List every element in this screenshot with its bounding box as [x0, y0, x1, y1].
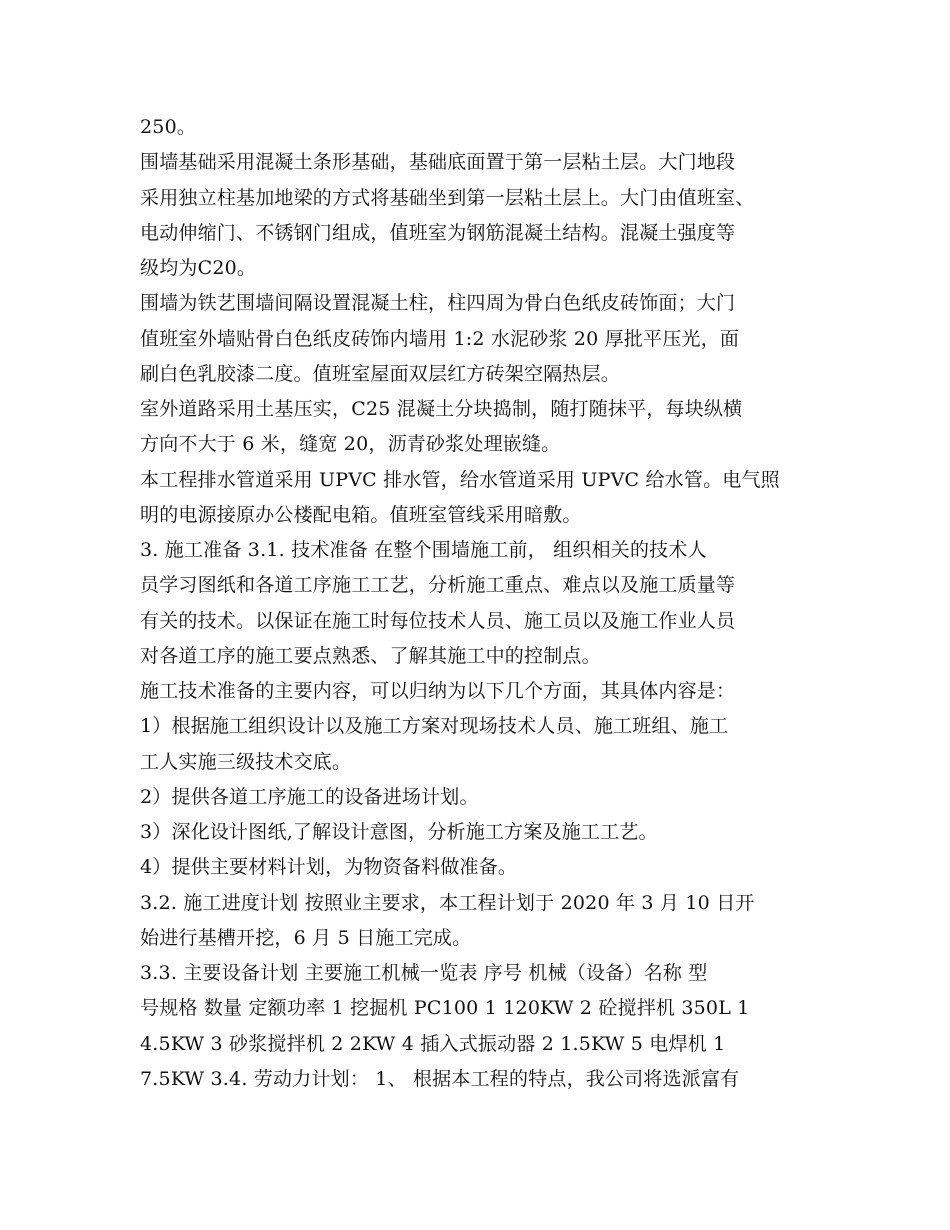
- text-line: 号规格 数量 定额功率 1 挖掘机 PC100 1 120KW 2 砼搅拌机 350L 1: [140, 997, 750, 1020]
- text-line: 值班室外墙贴骨白色纸皮砖饰内墙用 1:2 水泥砂浆 20 厚批平压光，面: [140, 327, 740, 350]
- text-line: 电动伸缩门、不锈钢门组成，值班室为钢筋混凝土结构。混凝土强度等: [140, 221, 736, 244]
- document-body: [140, 110, 820, 1097]
- text-line: 级均为C20。: [140, 257, 257, 279]
- text-line: 250。: [140, 116, 197, 138]
- text-line: 围墙为铁艺围墙间隔设置混凝土柱，柱四周为骨白色纸皮砖饰面；大门: [140, 292, 736, 315]
- text-line: 3）深化设计图纸,了解设计意图，分析施工方案及施工工艺。: [140, 821, 658, 843]
- text-line: 4）提供主要材料计划，为物资备料做准备。: [140, 856, 518, 879]
- text-line: 4.5KW 3 砂浆搅拌机 2 2KW 4 插入式振动器 2 1.5KW 5 电焊机 1: [140, 1032, 726, 1055]
- text-line: 本工程排水管道采用 UPVC 排水管，给水管道采用 UPVC 给水管。电气照: [140, 468, 780, 491]
- text-line: 3.3. 主要设备计划 主要施工机械一览表 序号 机械（设备）名称 型: [140, 962, 708, 984]
- text-line: 7.5KW 3.4. 劳动力计划： 1、 根据本工程的特点，我公司将选派富有: [140, 1067, 740, 1090]
- text-line: 明的电源接原办公楼配电箱。值班室管线采用暗敷。: [140, 503, 582, 526]
- text-line: 3. 施工准备 3.1. 技术准备 在整个围墙施工前， 组织相关的技术人: [140, 539, 707, 561]
- text-line: 对各道工序的施工要点熟悉、了解其施工中的控制点。: [140, 644, 601, 667]
- text-line: 围墙基础采用混凝土条形基础，基础底面置于第一层粘土层。大门地段: [140, 151, 736, 174]
- text-line: 工人实施三级技术交底。: [140, 750, 352, 773]
- text-line: 采用独立柱基加地梁的方式将基础坐到第一层粘土层上。大门由值班室、: [140, 186, 755, 209]
- text-line: 室外道路采用土基压实，C25 混凝土分块捣制，随打随抹平，每块纵横: [140, 398, 743, 420]
- text-line: 施工技术准备的主要内容，可以归纳为以下几个方面，其具体内容是：: [140, 680, 736, 702]
- text-line: 刷白色乳胶漆二度。值班室屋面双层红方砖架空隔热层。: [140, 362, 621, 385]
- text-line: 3.2. 施工进度计划 按照业主要求，本工程计划于 2020 年 3 月 10 日开: [140, 891, 755, 914]
- text-line: 方向不大于 6 米，缝宽 20，沥青砂浆处理嵌缝。: [140, 433, 561, 456]
- text-line: 有关的技术。以保证在施工时每位技术人员、施工员以及施工作业人员: [140, 609, 736, 632]
- text-line: 1）根据施工组织设计以及施工方案对现场技术人员、施工班组、施工: [140, 715, 729, 738]
- text-line: 2）提供各道工序施工的设备进场计划。: [140, 785, 479, 808]
- text-line: 员学习图纸和各道工序施工工艺，分析施工重点、难点以及施工质量等: [140, 574, 736, 597]
- text-line: 始进行基槽开挖，6 月 5 日施工完成。: [140, 926, 472, 949]
